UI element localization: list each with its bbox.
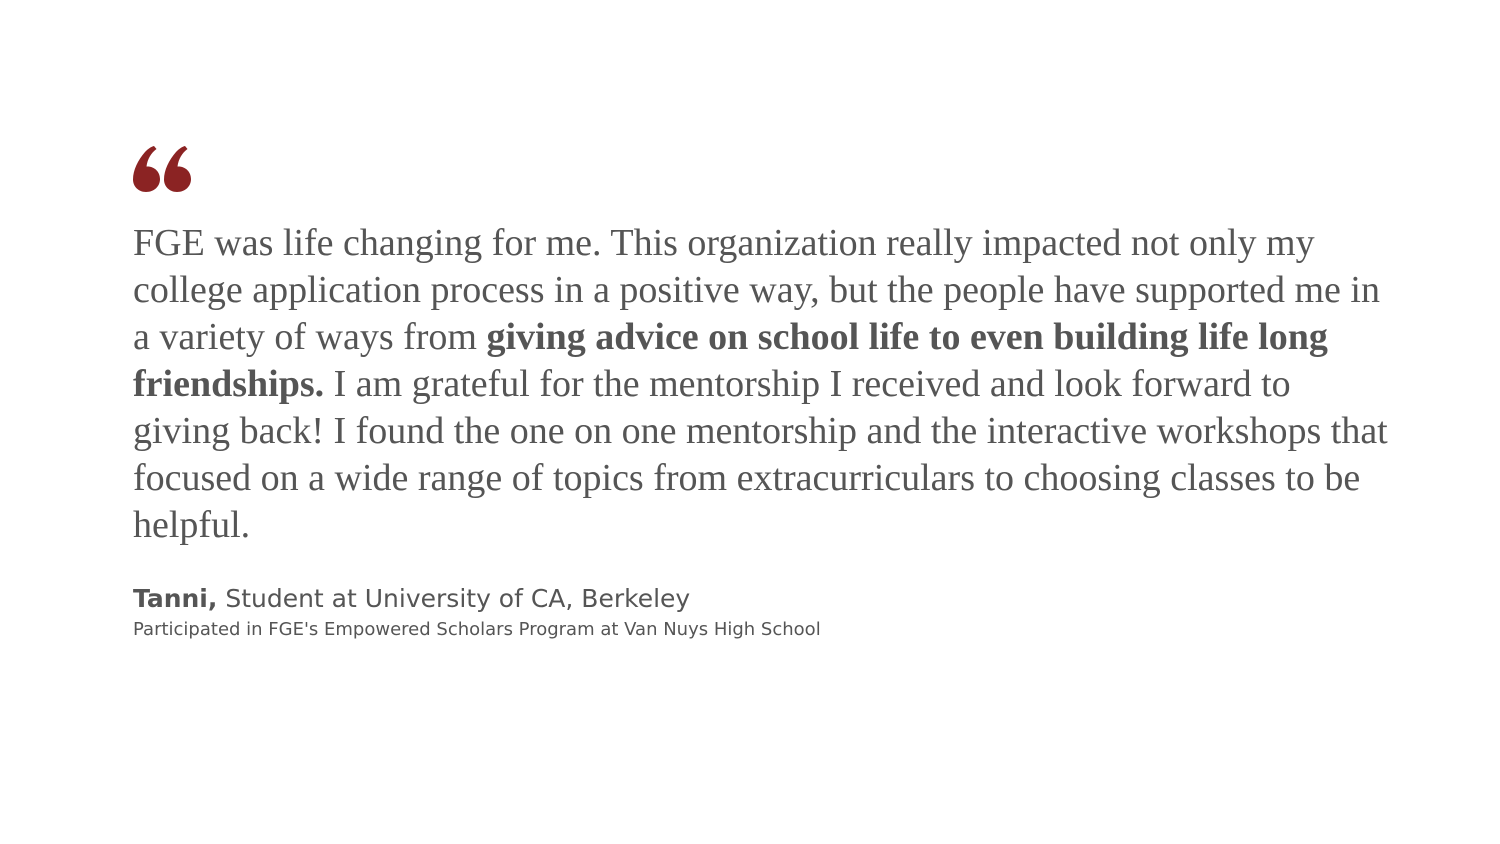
- author-role: Student at University of CA, Berkeley: [217, 584, 691, 613]
- author-program: Participated in FGE's Empowered Scholars Program at Van Nuys High School: [133, 619, 821, 640]
- attribution: [133, 583, 1393, 643]
- testimonial-card: [133, 146, 1393, 643]
- quote-text-end: I am grateful for the mentorship I received and look forward to giving back! I found the one on one mentorship and the interactive workshops that focused on a wide range of topics from extracurriculars to choosing classes to be helpful.: [133, 363, 1388, 546]
- quote-text-highlight: giving advice on school life to even building life long friendships.: [133, 316, 1328, 405]
- attribution-line: [133, 583, 1393, 615]
- author-name: Tanni,: [133, 584, 218, 613]
- quote-text-start: FGE was life changing for me. This organization really impacted not only my college application process in a positive way, but the people have supported me in a variety of ways from: [133, 222, 1380, 358]
- quote-icon: [133, 146, 191, 192]
- quote-text: [133, 220, 1393, 549]
